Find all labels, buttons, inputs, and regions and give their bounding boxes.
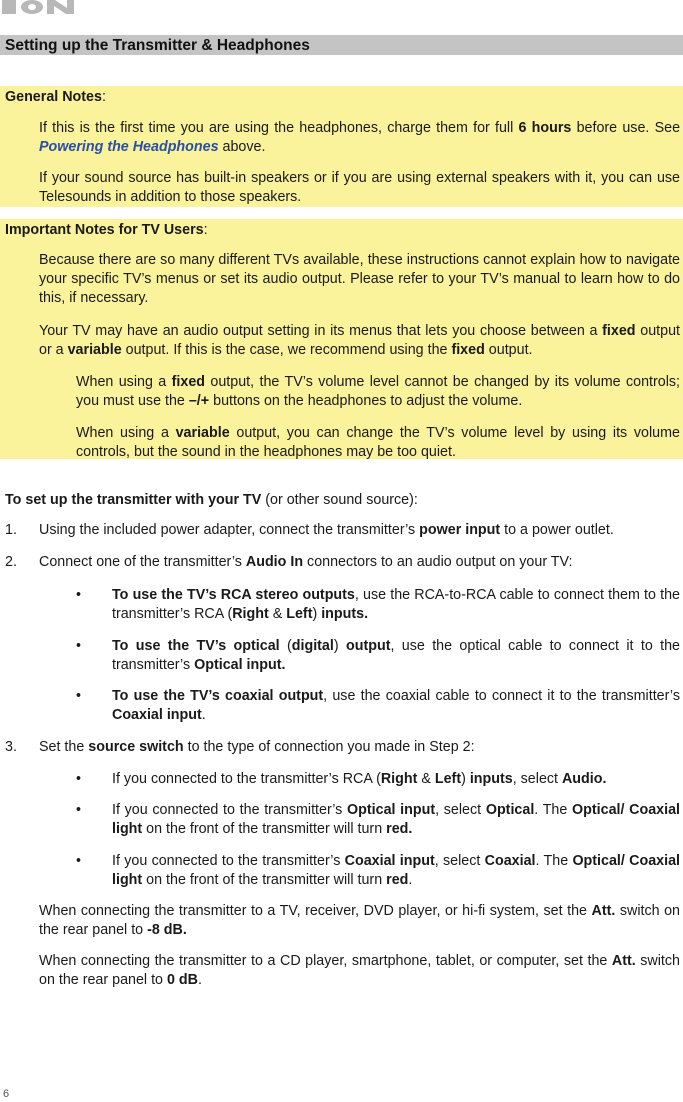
step-2-number: 2. — [5, 554, 17, 570]
powering-headphones-link[interactable]: Powering the Headphones — [39, 139, 219, 155]
step-3-number: 3. — [5, 739, 17, 755]
step-2-text: Connect one of the transmitter’s Audio In connectors to an audio output on your TV: — [39, 554, 573, 570]
step-2-bullet-optical: To use the TV’s optical (digital) output, use the optical cable to connect it to the transmitter’s Optical input. — [112, 638, 680, 673]
step-1-text: Using the included power adapter, connect the transmitter’s power input to a power outlet. — [39, 522, 614, 538]
bullet-mark: • — [76, 688, 82, 704]
tv-notes-p2: Your TV may have an audio output setting in its menus that lets you choose between a fixed output or a variable output. If this is the case, we recommend using the fixed output. — [39, 323, 680, 358]
ion-logo — [2, 0, 80, 14]
step-1-number: 1. — [5, 522, 17, 538]
tv-notes-variable: When using a variable output, you can change the TV’s volume level by using its volume controls, but the sound in the headphones may be too quiet. — [76, 425, 680, 460]
section-title: Setting up the Transmitter & Headphones — [5, 37, 310, 54]
bullet-mark: • — [76, 802, 82, 818]
bullet-mark: • — [76, 771, 82, 787]
step-2-bullet-rca: To use the TV’s RCA stereo outputs, use the RCA-to-RCA cable to connect them to the transmitter’s RCA (Right & Left) inputs. — [112, 587, 680, 622]
bullet-mark: • — [76, 853, 82, 869]
step-3-bullet-coaxial: If you connected to the transmitter’s Coaxial input, select Coaxial. The Optical/ Coaxial light on the front of the transmitter will turn red. — [112, 853, 681, 888]
general-notes-p2: If your sound source has built-in speakers or if you are using external speakers with it, you can use Telesounds in addition to those speakers. — [39, 170, 680, 205]
page-number: 6 — [3, 1088, 10, 1100]
setup-heading: To set up the transmitter with your TV (or other sound source): — [5, 492, 418, 508]
att-note-tv: When connecting the transmitter to a TV, receiver, DVD player, or hi-fi system, set the Att. switch on the rear panel to -8 dB. — [39, 903, 680, 938]
step-2-bullet-coaxial: To use the TV’s coaxial output, use the coaxial cable to connect it to the transmitter’s Coaxial input. — [112, 688, 680, 723]
tv-notes-heading: Important Notes for TV Users: — [5, 222, 208, 238]
att-note-cd: When connecting the transmitter to a CD player, smartphone, tablet, or computer, set the Att. switch on the rear panel to 0 dB. — [39, 953, 680, 988]
general-notes-heading: General Notes: — [5, 89, 106, 105]
tv-notes-fixed: When using a fixed output, the TV’s volume level cannot be changed by its volume controls; you must use the –/+ buttons on the headphones to adjust the volume. — [76, 374, 680, 409]
tv-notes-p1: Because there are so many different TVs available, these instructions cannot explain how to navigate your specific TV’s menus or set its audio output. Please refer to your TV’s manual to learn how to do this, if necessary. — [39, 252, 680, 306]
step-3-bullet-optical: If you connected to the transmitter’s Optical input, select Optical. The Optical/ Coaxial light on the front of the transmitter will turn red. — [112, 802, 681, 837]
step-3-bullet-rca: If you connected to the transmitter’s RCA (Right & Left) inputs, select Audio. — [112, 771, 607, 787]
general-notes-p1: If this is the first time you are using the headphones, charge them for full 6 hours before use. See Powering the Headphones above. — [39, 120, 681, 155]
bullet-mark: • — [76, 638, 82, 654]
section-title-bar — [0, 35, 683, 55]
bullet-mark: • — [76, 587, 82, 603]
step-3-text: Set the source switch to the type of connection you made in Step 2: — [39, 739, 475, 755]
